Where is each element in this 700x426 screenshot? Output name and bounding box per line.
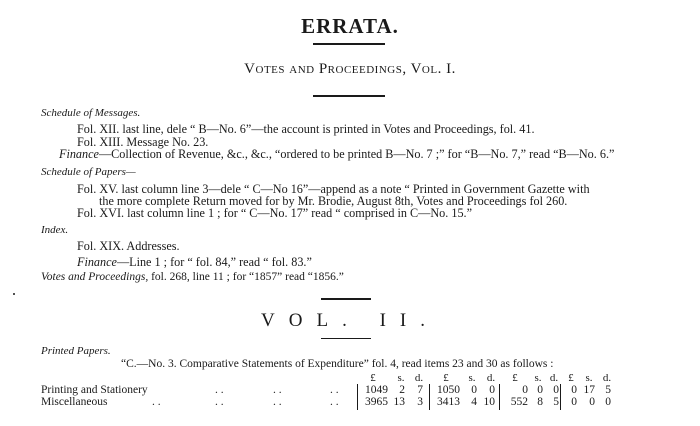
stray-mark [13, 293, 15, 295]
unit-pence: d. [602, 372, 612, 384]
leader-dots: . . [215, 396, 224, 408]
leader-dots: . . [273, 384, 282, 396]
column-divider [560, 384, 561, 410]
leader-dots: . . [215, 384, 224, 396]
table-cell: 0 [537, 384, 543, 396]
unit-pound: £ [512, 372, 518, 384]
column-divider [357, 384, 358, 410]
finance-label: Finance [77, 255, 117, 269]
table-cell: 3 [417, 396, 423, 408]
unit-pence: d. [414, 372, 424, 384]
subtitle-rule [313, 95, 385, 97]
table-cell: 0 [489, 384, 495, 396]
index-finance-line [77, 255, 312, 270]
column-divider [499, 384, 500, 410]
votes-line [41, 271, 344, 283]
vol2-heading: VOL. II. [261, 310, 439, 331]
unit-pound: £ [568, 372, 574, 384]
row-label: Miscellaneous [41, 396, 108, 408]
table-cell: 2 [399, 384, 405, 396]
papers-line-1: Fol. XV. last column line 3—dele “ C—No 16”—append as a note “ Printed in Government Gazette with [77, 182, 590, 196]
table-cell: 17 [583, 384, 595, 396]
printed-papers-heading: Printed Papers. [41, 345, 111, 357]
papers-line-3: Fol. XVI. last column line 1 ; for “ C—No. 17” read “ comprised in C—No. 15.” [77, 206, 473, 220]
schedule-papers-heading: Schedule of Papers— [41, 166, 136, 178]
statement-line: “C.—No. 3. Comparative Statements of Expenditure” fol. 4, read items 23 and 30 as follows : [121, 358, 554, 370]
volume-rule [321, 298, 371, 300]
unit-shilling: s. [585, 372, 593, 384]
table-cell: 3413 [437, 396, 460, 408]
unit-pence: d. [486, 372, 496, 384]
unit-shilling: s. [468, 372, 476, 384]
leader-dots: . . [330, 384, 339, 396]
unit-pound: £ [370, 372, 376, 384]
table-cell: 8 [537, 396, 543, 408]
papers-line-2: the more complete Return moved for by Mr. Brodie, August 8th, Votes and Proceedings fol 260. [99, 194, 568, 208]
table-cell: 0 [605, 396, 611, 408]
messages-line-1: Fol. XII. last line, dele “ B—No. 6”—the account is printed in Votes and Proceedings, fol. 41. [77, 122, 535, 136]
leader-dots: . . [330, 396, 339, 408]
table-cell: 0 [571, 396, 577, 408]
table-cell: 3965 [365, 396, 388, 408]
unit-pence: d. [549, 372, 559, 384]
leader-dots: . . [273, 396, 282, 408]
table-cell: 4 [471, 396, 477, 408]
page-title: ERRATA. [301, 14, 399, 38]
section-subtitle: Votes and Proceedings, Vol. I. [244, 61, 456, 77]
unit-shilling: s. [397, 372, 405, 384]
finance-text: —Line 1 ; for “ fol. 84,” read “ fol. 83.” [116, 255, 312, 269]
unit-shilling: s. [534, 372, 542, 384]
index-line-1: Fol. XIX. Addresses. [77, 239, 180, 253]
table-cell: 5 [605, 384, 611, 396]
index-heading: Index. [41, 224, 69, 236]
table-cell: 5 [553, 396, 559, 408]
table-cell: 7 [417, 384, 423, 396]
table-cell: 13 [393, 396, 405, 408]
votes-text: fol. 268, line 11 ; for “1857” read “1856.” [151, 271, 344, 283]
finance-label: Finance [59, 147, 99, 161]
vol2-rule [321, 338, 371, 339]
table-cell: 0 [553, 384, 559, 396]
leader-dots: . . [152, 396, 161, 408]
table-cell: 0 [589, 396, 595, 408]
table-cell: 0 [471, 384, 477, 396]
finance-text: —Collection of Revenue, &c., &c., “ordered to be printed B—No. 7 ;” for “B—No. 7,” read “B—No. 6.” [98, 147, 615, 161]
table-cell: 1050 [437, 384, 460, 396]
row-label: Printing and Stationery [41, 384, 148, 396]
table-cell: 0 [571, 384, 577, 396]
messages-finance-line [59, 147, 614, 162]
title-rule [313, 43, 385, 45]
column-divider [429, 384, 430, 410]
table-cell: 0 [522, 384, 528, 396]
unit-pound: £ [443, 372, 449, 384]
schedule-messages-heading: Schedule of Messages. [41, 107, 141, 119]
table-cell: 1049 [365, 384, 388, 396]
votes-label: Votes and Proceedings, [41, 271, 149, 283]
table-cell: 10 [483, 396, 495, 408]
messages-line-2: Fol. XIII. Message No. 23. [77, 135, 209, 149]
table-cell: 552 [510, 396, 528, 408]
